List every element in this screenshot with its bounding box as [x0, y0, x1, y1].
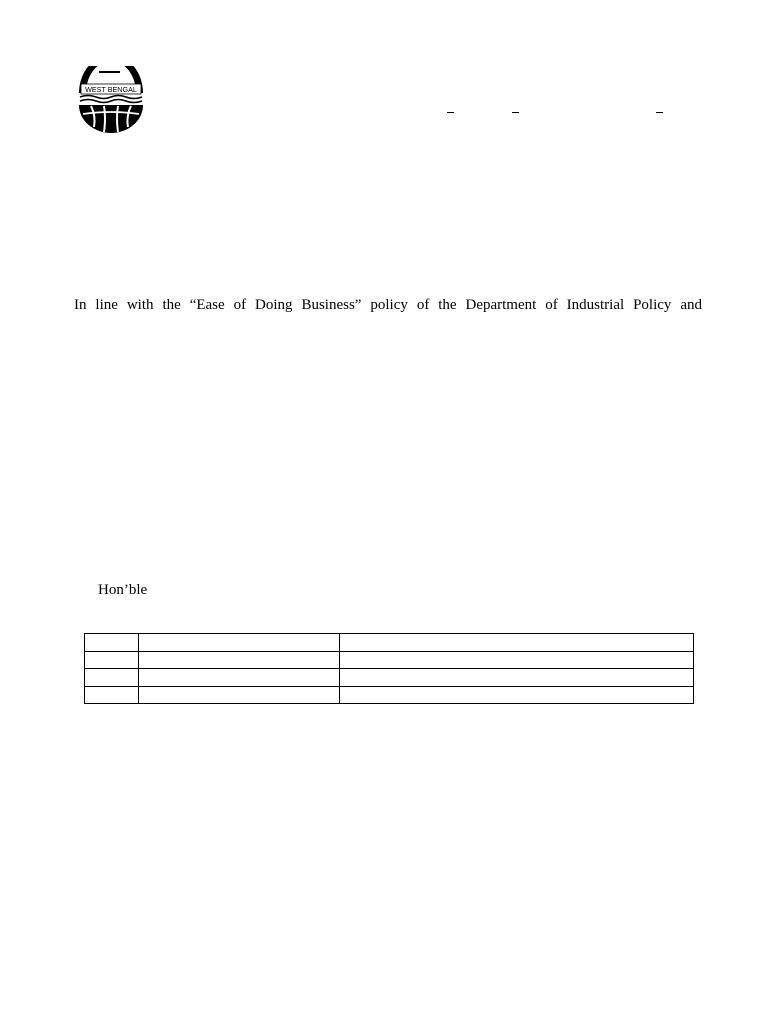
- emblem-wave-1: [80, 96, 142, 99]
- table-cell: [340, 669, 694, 687]
- table-row: [85, 634, 694, 652]
- document-table: [84, 633, 694, 704]
- table-cell: [340, 686, 694, 704]
- table-row: [85, 686, 694, 704]
- table-cell: [139, 686, 340, 704]
- table-cell: [139, 651, 340, 669]
- table-cell: [139, 634, 340, 652]
- table-cell: [340, 634, 694, 652]
- emblem-svg: [77, 66, 145, 136]
- emblem-globe-lower: [79, 105, 143, 133]
- header-dash: [656, 112, 663, 113]
- table-cell: [85, 651, 139, 669]
- emblem-meridian-3: [117, 106, 118, 132]
- table-cell: [340, 651, 694, 669]
- header-dash: [512, 112, 519, 113]
- table-cell: [139, 669, 340, 687]
- table-row: [85, 651, 694, 669]
- emblem-label: WEST BENGAL: [85, 85, 137, 94]
- emblem-wave-2: [80, 100, 142, 103]
- emblem-top-bar: [99, 71, 120, 73]
- intro-paragraph-line: In line with the “Ease of Doing Business” policy of the Department of Industrial Policy and: [74, 297, 702, 313]
- header-dash: [447, 112, 454, 113]
- honble-text: Hon’ble: [98, 582, 148, 598]
- west-bengal-emblem-icon: [77, 66, 145, 136]
- table-cell: [85, 686, 139, 704]
- table-row: [85, 669, 694, 687]
- table-cell: [85, 669, 139, 687]
- table-cell: [85, 634, 139, 652]
- emblem-meridian-2: [104, 106, 105, 132]
